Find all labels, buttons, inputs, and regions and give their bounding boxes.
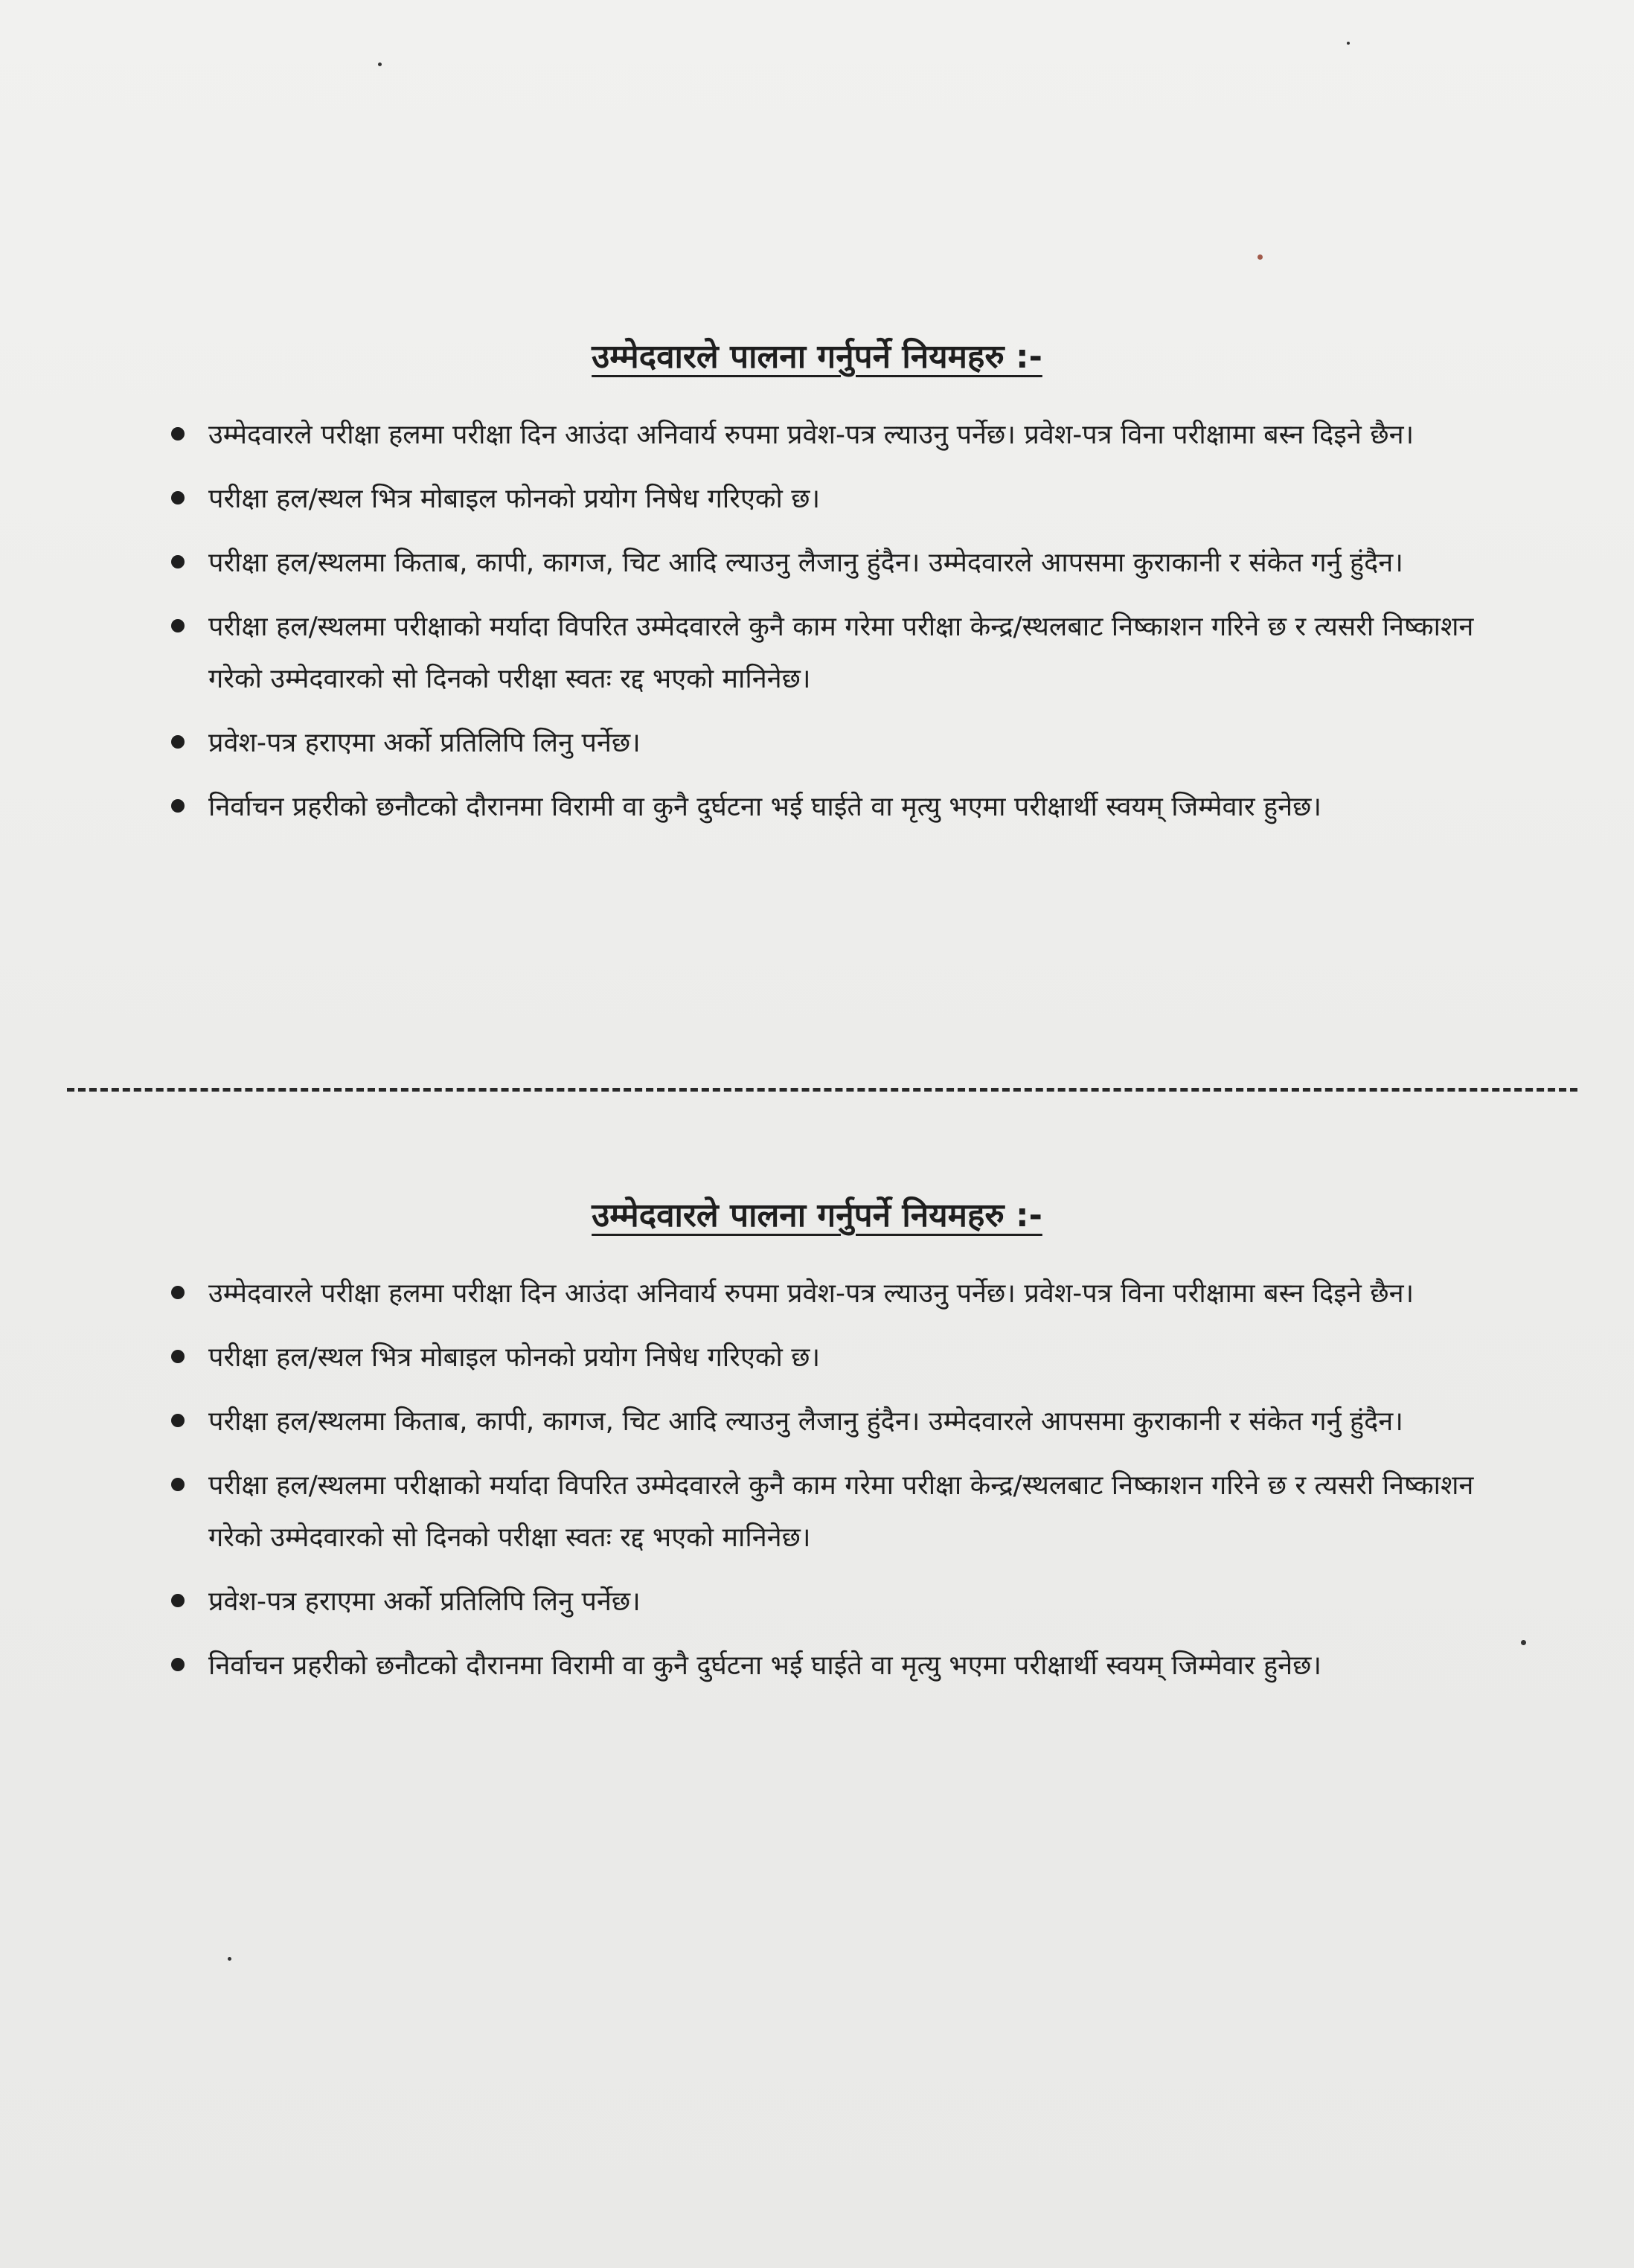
bullet-icon xyxy=(171,555,185,568)
scan-speck xyxy=(1521,1640,1526,1645)
rule-text: परीक्षा हल/स्थलमा परीक्षाको मर्यादा विपरित उम्मेदवारले कुनै काम गरेमा परीक्षा केन्द्र/स्थलबाट निष्काशन गरिने छ र त्यसरी निष्काशन गरेको उम्मेदवारको सो दिनको परीक्षा स्वतः रद्द भएको मानिनेछ। xyxy=(208,612,1474,694)
rule-text: प्रवेश-पत्र हराएमा अर्को प्रतिलिपि लिनु पर्नेछ। xyxy=(208,1586,641,1617)
rule-item xyxy=(171,781,1510,833)
rule-text: परीक्षा हल/स्थलमा किताब, कापी, कागज, चिट आदि ल्याउनु लैजानु हुंदैन। उम्मेदवारले आपसमा कुराकानी र संकेत गर्नु हुंदैन। xyxy=(208,1406,1403,1437)
section-heading: उम्मेदवारले पालना गर्नुपर्ने नियमहरु :- xyxy=(592,338,1042,376)
rule-item xyxy=(171,1268,1510,1320)
bullet-icon xyxy=(171,1350,185,1363)
rule-item xyxy=(171,409,1510,461)
scan-speck xyxy=(228,1957,231,1961)
rule-item xyxy=(171,601,1510,705)
bullet-icon xyxy=(171,735,185,749)
rule-text: परीक्षा हल/स्थल भित्र मोबाइल फोनको प्रयोग निषेध गरिएको छ। xyxy=(208,484,821,514)
bullet-icon xyxy=(171,427,185,441)
rule-text: निर्वाचन प्रहरीको छनौटको दौरानमा विरामी वा कुनै दुर्घटना भई घाईते वा मृत्यु भएमा परीक्षार्थी स्वयम् जिम्मेवार हुनेछ। xyxy=(208,1650,1322,1681)
rule-item xyxy=(171,717,1510,769)
rules-list xyxy=(171,409,1510,845)
rule-item xyxy=(171,1396,1510,1448)
rule-item xyxy=(171,473,1510,525)
rule-item xyxy=(171,537,1510,589)
rule-text: निर्वाचन प्रहरीको छनौटको दौरानमा विरामी वा कुनै दुर्घटना भई घाईते वा मृत्यु भएमा परीक्षार्थी स्वयम् जिम्मेवार हुनेछ। xyxy=(208,792,1322,822)
bullet-icon xyxy=(171,491,185,504)
rule-item xyxy=(171,1640,1510,1692)
rule-text: परीक्षा हल/स्थल भित्र मोबाइल फोनको प्रयोग निषेध गरिएको छ। xyxy=(208,1342,821,1373)
bullet-icon xyxy=(171,1286,185,1299)
section-heading: उम्मेदवारले पालना गर्नुपर्ने नियमहरु :- xyxy=(592,1197,1042,1234)
scan-speck xyxy=(378,63,382,66)
rules-list xyxy=(171,1268,1510,1704)
bullet-icon xyxy=(171,799,185,813)
rule-text: परीक्षा हल/स्थलमा परीक्षाको मर्यादा विपरित उम्मेदवारले कुनै काम गरेमा परीक्षा केन्द्र/स्थलबाट निष्काशन गरिने छ र त्यसरी निष्काशन गरेको उम्मेदवारको सो दिनको परीक्षा स्वतः रद्द भएको मानिनेछ। xyxy=(208,1470,1474,1553)
rule-text: प्रवेश-पत्र हराएमा अर्को प्रतिलिपि लिनु पर्नेछ। xyxy=(208,728,641,758)
rule-item xyxy=(171,1576,1510,1628)
bullet-icon xyxy=(171,1478,185,1491)
rule-text: उम्मेदवारले परीक्षा हलमा परीक्षा दिन आउंदा अनिवार्य रुपमा प्रवेश-पत्र ल्याउनु पर्नेछ। प्रवेश-पत्र विना परीक्षामा बस्न दिइने छैन। xyxy=(208,1278,1414,1309)
bullet-icon xyxy=(171,619,185,632)
rule-item xyxy=(171,1460,1510,1564)
scan-speck xyxy=(1257,254,1263,260)
rule-text: परीक्षा हल/स्थलमा किताब, कापी, कागज, चिट आदि ल्याउनु लैजानु हुंदैन। उम्मेदवारले आपसमा कुराकानी र संकेत गर्नु हुंदैन। xyxy=(208,548,1403,578)
dashed-cut-line xyxy=(67,1088,1577,1092)
bullet-icon xyxy=(171,1594,185,1607)
rule-item xyxy=(171,1332,1510,1384)
scan-speck xyxy=(1347,42,1350,45)
bullet-icon xyxy=(171,1414,185,1427)
bullet-icon xyxy=(171,1658,185,1671)
rule-text: उम्मेदवारले परीक्षा हलमा परीक्षा दिन आउंदा अनिवार्य रुपमा प्रवेश-पत्र ल्याउनु पर्नेछ। प्रवेश-पत्र विना परीक्षामा बस्न दिइने छैन। xyxy=(208,420,1414,450)
